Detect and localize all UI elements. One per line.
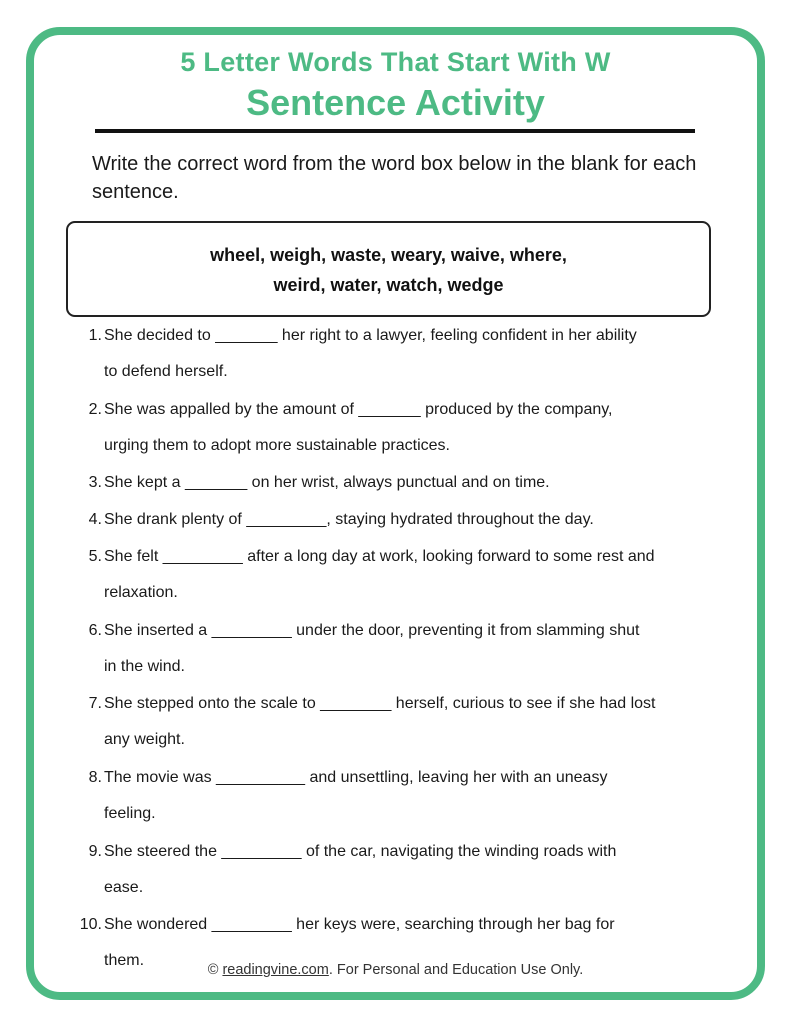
question-text-continued: relaxation. — [104, 584, 178, 601]
question-text: She kept a _______ on her wrist, always punctual and on time. — [104, 474, 550, 491]
question-number: 5. — [88, 548, 102, 565]
title-line-1: 5 Letter Words That Start With W — [180, 47, 611, 77]
question-text: She stepped onto the scale to ________ herself, curious to see if she had lost — [104, 695, 656, 712]
question-text: She steered the _________ of the car, navigating the winding roads with — [104, 843, 617, 860]
question-text: She drank plenty of _________, staying hydrated throughout the day. — [104, 511, 594, 528]
question-text: She was appalled by the amount of _______ produced by the company, — [104, 401, 613, 418]
question-text-continued: in the wind. — [104, 658, 185, 675]
question-number: 1. — [88, 327, 102, 344]
copyright-symbol: © — [207, 962, 219, 978]
question-number: 7. — [88, 695, 102, 712]
title-divider — [95, 129, 695, 133]
question-number: 6. — [88, 622, 102, 639]
question-text: She felt _________ after a long day at work, looking forward to some rest and — [104, 548, 655, 565]
instructions: Write the correct word from the word box below in the blank for each sentence. — [92, 153, 697, 203]
question-text-continued: feeling. — [104, 805, 156, 822]
question-number: 10. — [79, 916, 102, 933]
question-number: 9. — [88, 843, 102, 860]
question-text-continued: them. — [104, 952, 145, 969]
word-box-line-2: weird, water, watch, wedge — [273, 275, 504, 295]
question-text-continued: ease. — [104, 879, 144, 896]
footer-text: . For Personal and Education Use Only. — [328, 962, 584, 978]
footer-link[interactable]: readingvine.com — [222, 962, 329, 978]
question-number: 8. — [88, 769, 102, 786]
question-text: She wondered _________ her keys were, searching through her bag for — [104, 916, 615, 933]
question-text-continued: any weight. — [104, 731, 185, 748]
question-text: The movie was __________ and unsettling, leaving her with an uneasy — [104, 769, 608, 786]
question-number: 2. — [88, 401, 102, 418]
word-box-line-1: wheel, weigh, waste, weary, waive, where, — [210, 245, 567, 265]
title-line-2: Sentence Activity — [246, 82, 545, 123]
question-number: 4. — [88, 511, 102, 528]
question-number: 3. — [88, 474, 102, 491]
word-box — [66, 221, 711, 317]
question-text: She inserted a _________ under the door, preventing it from slamming shut — [104, 622, 640, 639]
question-text-continued: urging them to adopt more sustainable practices. — [104, 437, 450, 454]
question-text: She decided to _______ her right to a lawyer, feeling confident in her ability — [104, 327, 637, 344]
question-text-continued: to defend herself. — [104, 363, 228, 380]
footer — [0, 962, 791, 978]
